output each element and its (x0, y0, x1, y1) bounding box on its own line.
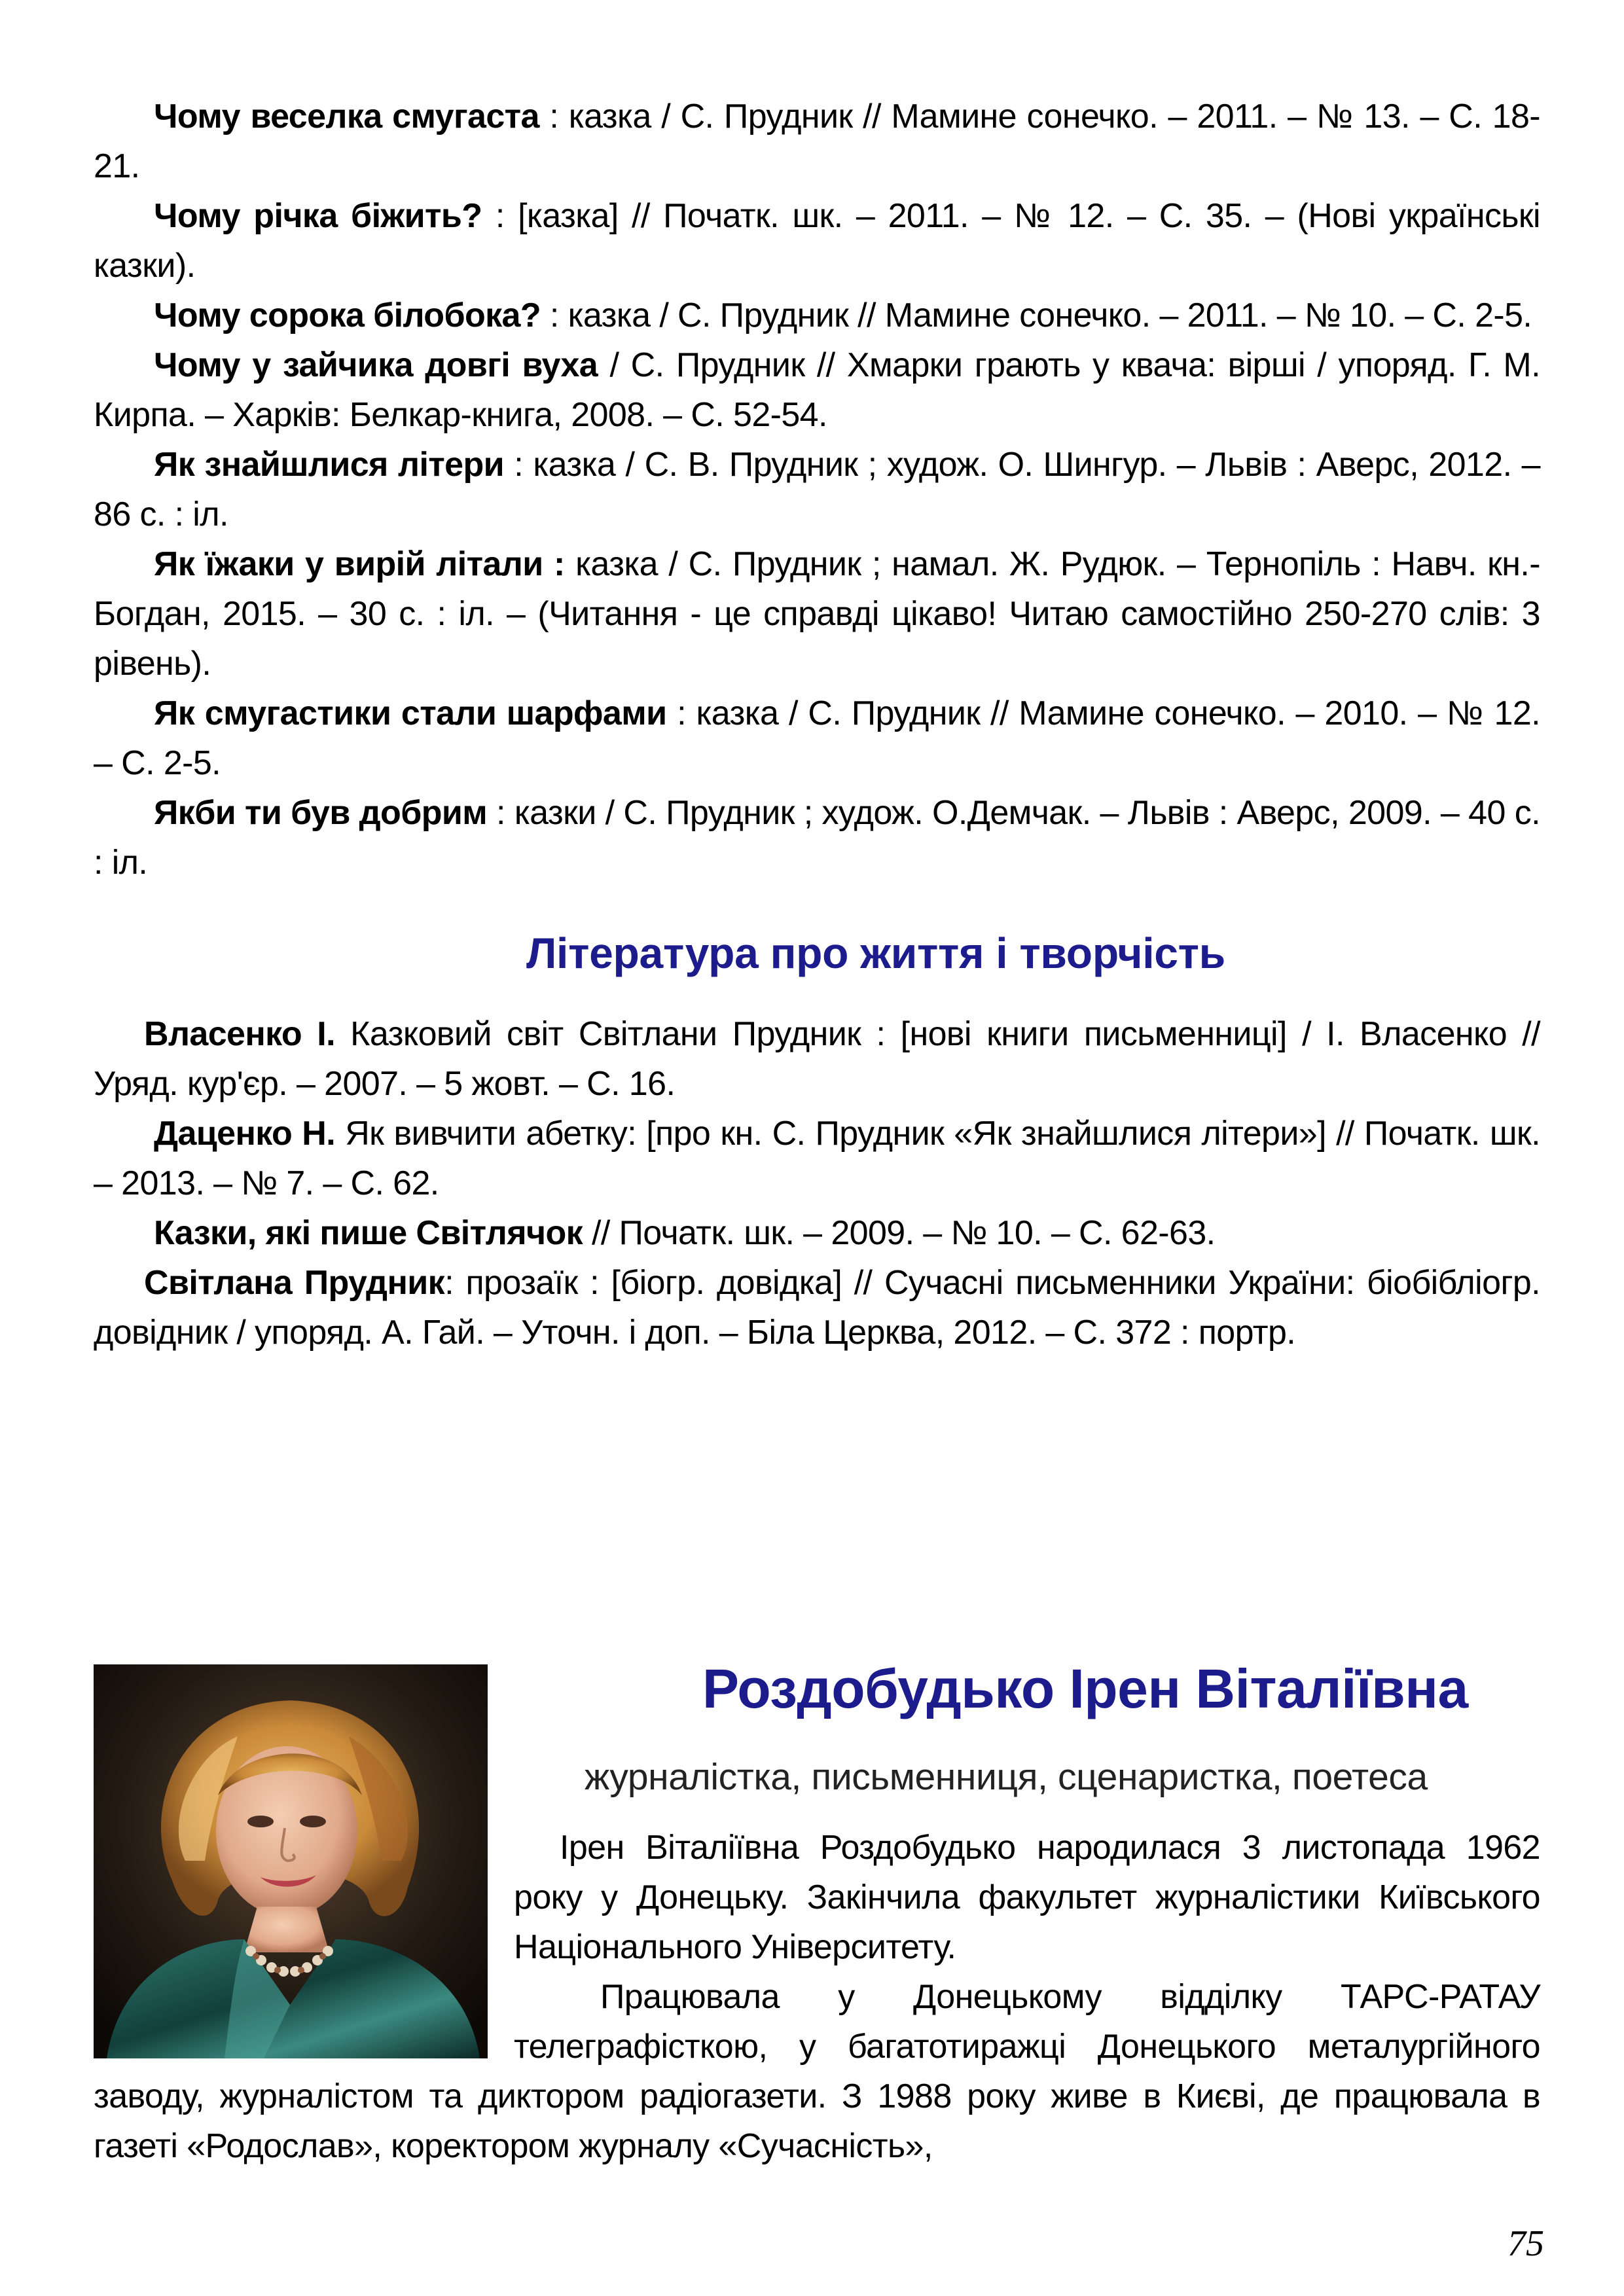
literature-entry (94, 1208, 1540, 1258)
bibliography-entry (94, 539, 1540, 689)
entry-details: : казка / С. Прудник // Мамине сонечко. – 2011. – № 13. – С. 18-21. (94, 98, 1540, 185)
entry-details: : казка / С. Прудник // Мамине сонечко. – 2010. – № 12. – С. 2-5. (94, 694, 1540, 782)
bio-paragraph: Ірен Віталіївна Роздобудько народилася 3 листопада 1962 року у Донецьку. Закінчила факультет журналістики Київського Національного Університету. (514, 1829, 1540, 1966)
entry-details: Як вивчити абетку: [про кн. С. Прудник «Як знайшлися літери»] // Початк. шк. – 2013. – № 7. – С. 62. (94, 1115, 1540, 1202)
bibliography-entry (94, 689, 1540, 788)
entry-details: : прозаїк : [біогр. довідка] // Сучасні письменники України: біобібліогр. довідник / упоряд. А. Гай. – Уточн. і доп. – Біла Церква, 2012. – С. 372 : портр. (94, 1264, 1540, 1352)
entry-details: : [казка] // Початк. шк. – 2011. – № 12. – С. 35. – (Нові українські казки). (94, 197, 1540, 285)
entry-details: Казковий світ Світлани Прудник : [нові книги письменниці] / І. Власенко // Уряд. кур'єр. – 2007. – 5 жовт. – С. 16. (94, 1015, 1540, 1103)
entry-details: // Початк. шк. – 2009. – № 10. – С. 62-63. (583, 1214, 1216, 1252)
author-bio-section (94, 1626, 1540, 2171)
bibliography-entry (94, 291, 1540, 340)
literature-entry (94, 1258, 1540, 1357)
literature-entry (94, 1009, 1540, 1109)
author-name-heading: Роздобудько Ірен Віталіївна (702, 1658, 1468, 1719)
entry-title: Світлана Прудник (144, 1264, 445, 1302)
portrait-illustration (94, 1664, 488, 2058)
bibliography-entry (94, 191, 1540, 291)
entry-details: / С. Прудник // Хмарки грають у квача: вірші / упоряд. Г. М. Кирпа. – Харків: Белкар-книга, 2008. – С. 52-54. (94, 346, 1540, 434)
author-portrait-photo (94, 1664, 488, 2058)
entry-title: Чому сорока білобока? (154, 296, 541, 334)
section-heading: Література про життя і творчість (526, 929, 1225, 977)
entry-details: : казка / С. В. Прудник ; худож. О. Шингур. – Львів : Аверс, 2012. – 86 с. : іл. (94, 446, 1540, 533)
entry-title: Казки, які пише Світлячок (154, 1214, 583, 1252)
literature-entry (94, 1109, 1540, 1208)
entry-title: Як смугастики стали шарфами (154, 694, 667, 732)
entry-title: Чому річка біжить? (154, 197, 482, 235)
entry-author: Власенко І. (144, 1015, 335, 1053)
entry-author: Даценко Н. (154, 1115, 336, 1153)
entry-title: Якби ти був добрим (154, 794, 488, 832)
author-role: журналістка, письменниця, сценаристка, поетеса (585, 1756, 1428, 1798)
entry-details: казка / С. Прудник ; намал. Ж. Рудюк. – Тернопіль : Навч. кн.-Богдан, 2015. – 30 с. : іл. – (Читання - це справді цікаво! Читаю самостійно 250-270 слів: 3 рівень). (94, 545, 1540, 683)
entry-title: Як знайшлися літери (154, 446, 505, 484)
bio-paragraph: Працювала у Донецькому відділку ТАРС-РАТАУ телеграфісткою, у багатотиражці Донецького металургійного заводу, журналістом та диктором радіогазети. З 1988 року живе в Києві, де працювала в газеті «Родослав», коректором журналу «Сучасність», (94, 1978, 1540, 2165)
bibliography-entry (94, 788, 1540, 888)
bibliography-section (94, 92, 1540, 1357)
bibliography-entry (94, 92, 1540, 191)
entry-details: : казки / С. Прудник ; худож. О.Демчак. – Львів : Аверс, 2009. – 40 с. : іл. (94, 794, 1540, 882)
entry-title: Чому у зайчика довгі вуха (154, 346, 598, 384)
page-number: 75 (1507, 2223, 1544, 2264)
bibliography-entry (94, 340, 1540, 440)
entry-title: Як їжаки у вирій літали : (154, 545, 565, 583)
entry-details: : казка / С. Прудник // Мамине сонечко. – 2011. – № 10. – С. 2-5. (541, 296, 1532, 334)
bibliography-entry (94, 440, 1540, 539)
entry-title: Чому веселка смугаста (154, 98, 539, 135)
